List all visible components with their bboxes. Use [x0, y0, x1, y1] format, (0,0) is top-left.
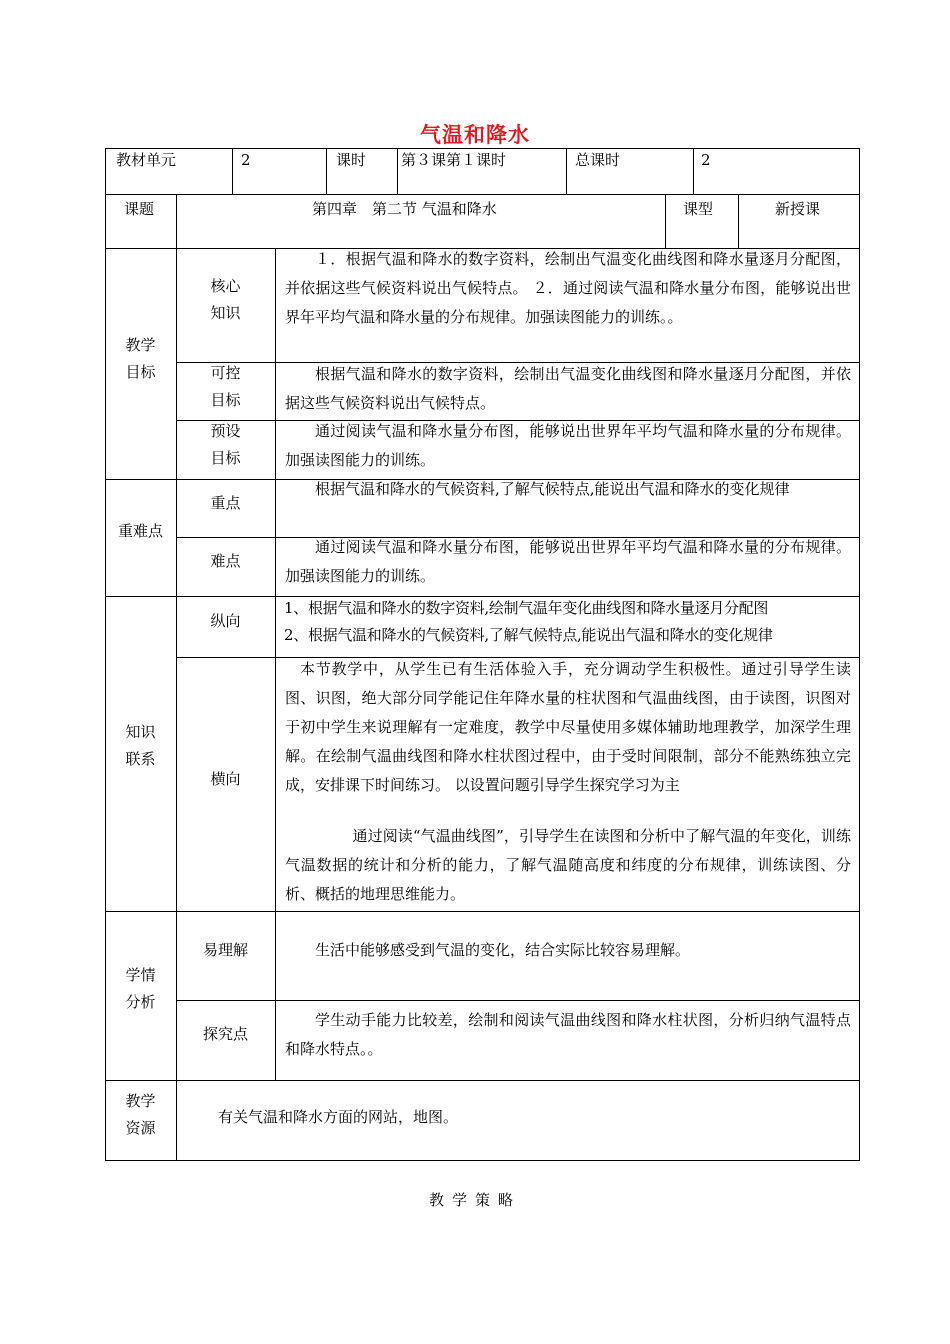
vertical-link-line-1: 1、根据气温和降水的数字资料,绘制气温年变化曲线图和降水量逐月分配图: [284, 599, 769, 617]
easy-understanding-text: 生活中能够感受到气温的变化，结合实际比较容易理解。: [315, 941, 691, 959]
hours-value: 第３课第１课时: [401, 151, 507, 169]
key-point-label: 重点: [210, 494, 241, 512]
row-divider: [105, 194, 860, 195]
row-divider: [176, 1000, 860, 1001]
column-divider: [232, 148, 233, 194]
column-divider: [693, 148, 694, 194]
controllable-goal-label: 可控 目标: [210, 364, 241, 409]
horizontal-link-label: 横向: [210, 770, 241, 788]
document-title: 气温和降水: [420, 123, 530, 147]
unit-label: 教材单元: [116, 151, 177, 169]
exploration-point-text: 学生动手能力比较差，绘制和阅读气温曲线图和降水柱状图，分析归纳气温特点和降水特点。。: [285, 1011, 851, 1058]
column-divider: [566, 148, 567, 194]
preset-goal-label: 预设 目标: [210, 422, 241, 467]
key-point-text: 根据气温和降水的气候资料,了解气候特点,能说出气温和降水的变化规律: [315, 480, 790, 498]
row-divider: [105, 596, 860, 597]
difficult-point-text: 通过阅读气温和降水量分布图，能够说出世界年平均气温和降水量的分布规律。加强读图能力的训练。: [285, 538, 851, 585]
column-divider: [397, 148, 398, 194]
section-label-resources: 教学 资源: [125, 1092, 156, 1137]
easy-understanding-label: 易理解: [202, 941, 248, 959]
section-label-knowledge: 知识 联系: [125, 723, 156, 768]
core-knowledge-label: 核心 知识: [210, 277, 241, 322]
section-label-learning: 学情 分析: [125, 966, 156, 1011]
teaching-strategy-heading: 教学策略: [428, 1191, 521, 1209]
column-divider: [738, 194, 739, 248]
vertical-link-label: 纵向: [210, 612, 241, 630]
topic-value: 第四章 第二节 气温和降水: [312, 200, 497, 218]
hours-label: 课时: [336, 151, 367, 169]
section-label-goals: 教学 目标: [125, 336, 156, 381]
total-hours-label: 总课时: [575, 151, 621, 169]
row-divider: [105, 1080, 860, 1081]
controllable-goal-text: 根据气温和降水的数字资料，绘制出气温变化曲线图和降水量逐月分配图，并依据这些气候资料说出气候特点。: [285, 365, 851, 412]
vertical-link-line-2: 2、根据气温和降水的气候资料,了解气候特点,能说出气温和降水的变化规律: [284, 626, 773, 644]
unit-value: 2: [241, 151, 251, 169]
exploration-point-label: 探究点: [202, 1025, 248, 1043]
difficult-point-label: 难点: [210, 552, 241, 570]
lesson-type-label: 课型: [683, 200, 714, 218]
column-divider: [176, 194, 177, 1160]
horizontal-link-paragraph-1: 本节教学中，从学生已有生活体验入手，充分调动学生积极性。通过引导学生读图、识图，绝大部分同学能记住年降水量的柱状图和气温曲线图，由于读图，识图对于初中学生来说理解有一定难度，教学中尽量使用多媒体辅助地理教学，加深学生理解。在绘制气温曲线图和降水柱状图过程中，由于受时间限制，部分不能熟练独立完成，安排课下时间练习。 以设置问题引导学生探究学习为主: [285, 660, 851, 794]
row-divider: [105, 911, 860, 912]
column-divider: [665, 194, 666, 248]
resources-text: 有关气温和降水方面的网站，地图。: [218, 1108, 459, 1126]
lesson-type-value: 新授课: [775, 200, 821, 218]
horizontal-link-paragraph-2: 通过阅读“气温曲线图”，引导学生在读图和分析中了解气温的年变化，训练气温数据的统计和分析的能力，了解气温随高度和纬度的分布规律，训练读图、分析、概括的地理思维能力。: [285, 827, 851, 903]
core-knowledge-text: １．根据气温和降水的数字资料，绘制出气温变化曲线图和降水量逐月分配图，并依据这些气候资料说出气候特点。 ２．通过阅读气温和降水量分布图，能够说出世界年平均气温和降水量的分布规律。加强读图能力的训练。。: [285, 250, 851, 326]
total-hours-value: 2: [701, 151, 711, 169]
topic-label: 课题: [124, 200, 155, 218]
section-label-difficulty: 重难点: [117, 522, 163, 540]
column-divider: [275, 248, 276, 1080]
preset-goal-text: 通过阅读气温和降水量分布图，能够说出世界年平均气温和降水量的分布规律。加强读图能力的训练。: [285, 422, 851, 469]
column-divider: [326, 148, 327, 194]
